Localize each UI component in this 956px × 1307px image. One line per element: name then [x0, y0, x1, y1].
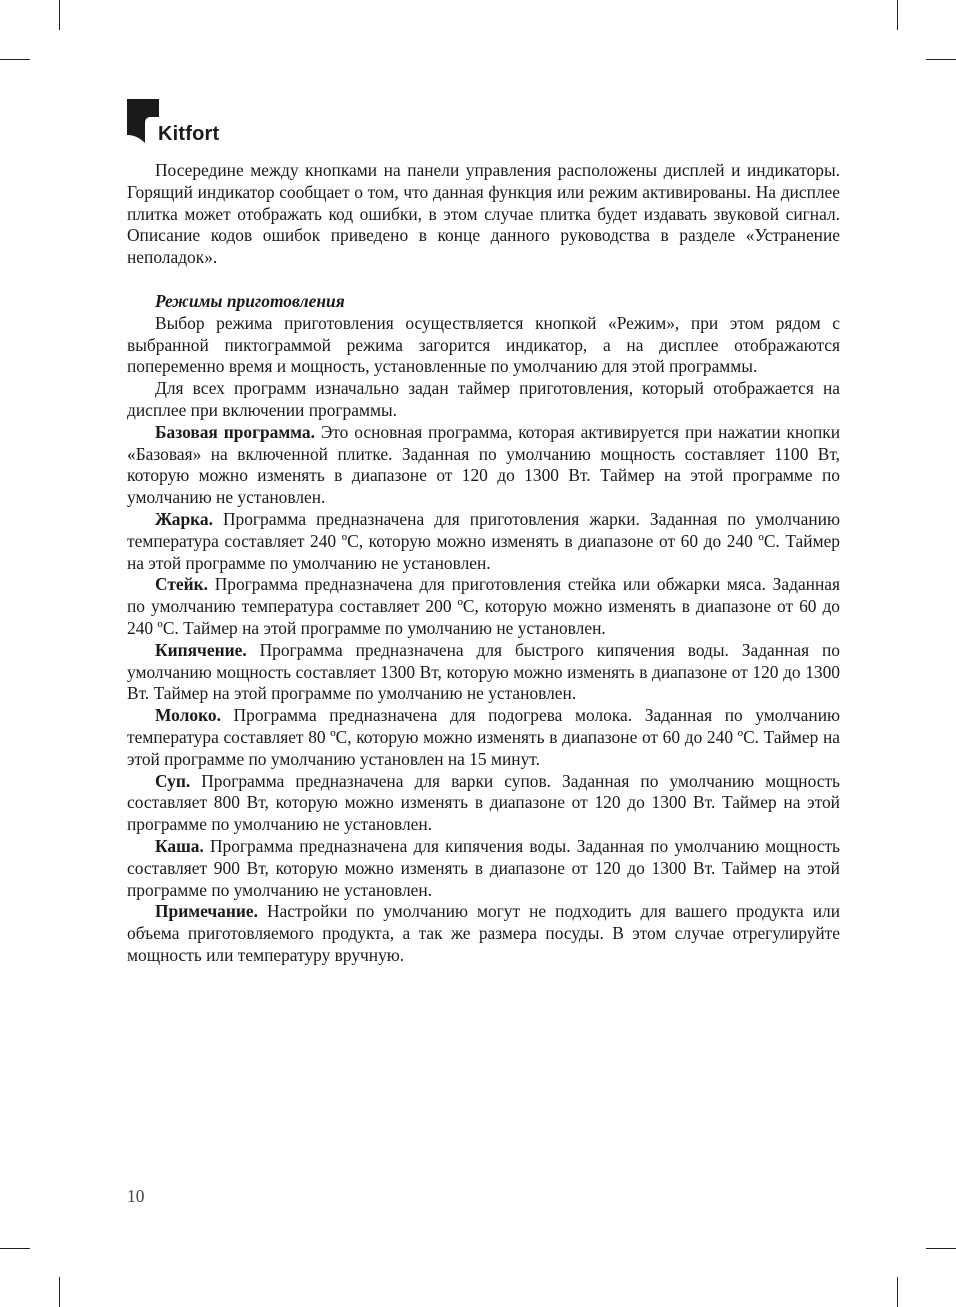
- page-number: 10: [127, 1186, 145, 1206]
- program-name: Молоко.: [155, 705, 221, 726]
- brand-logo: [127, 99, 257, 151]
- crop-mark: [897, 1277, 898, 1307]
- program-name: Жарка.: [155, 508, 213, 529]
- program-paragraph-basic: [127, 422, 840, 509]
- note-text: Настройки по умолчанию могут не подходить для вашего продукта или объема приготовляемого продукта, а так же размера посуды. В этом случае отрегулируйте мощность или температуру вручную.: [127, 901, 840, 965]
- note-paragraph: [127, 901, 840, 966]
- crop-mark: [926, 59, 956, 60]
- crop-mark: [897, 0, 898, 30]
- paragraph: Выбор режима приготовления осуществляется кнопкой «Режим», при этом рядом с выбранной пиктограммой режима загорится индикатор, а на дисплее отображаются попеременно время и мощность, установленные по умолчанию для этой программы.: [127, 312, 840, 377]
- crop-mark: [59, 1277, 60, 1307]
- program-text: Программа предназначена для кипячения воды. Заданная по умолчанию мощность составляет 900 Вт, которую можно изменять в диапазоне от 120 до 1300 Вт. Таймер на этой программе по умолчанию не установлен.: [127, 835, 840, 900]
- program-name: Кипячение.: [155, 639, 247, 660]
- program-paragraph-milk: [127, 705, 840, 770]
- crop-mark: [0, 59, 30, 60]
- program-text: Программа предназначена для приготовления жарки. Заданная по умолчанию температура составляет 240 ºС, которую можно изменять в диапазоне от 60 до 240 ºС. Таймер на этой программе по умолчанию не установлен.: [127, 508, 840, 573]
- program-name: Базовая программа.: [155, 421, 315, 442]
- program-paragraph-porridge: [127, 836, 840, 901]
- program-text: Программа предназначена для подогрева молока. Заданная по умолчанию температура составляет 80 ºС, которую можно изменять в диапазоне от 60 до 240 ºС. Таймер на этой программе по умолчанию установлен на 15 минут.: [127, 705, 840, 769]
- program-text: Программа предназначена для приготовления стейка или обжарки мяса. Заданная по умолчанию температура составляет 200 ºС, которую можно изменять в диапазоне от 60 до 240 ºС. Таймер на этой программе по умолчанию не установлен.: [127, 574, 840, 638]
- program-paragraph-boil: [127, 640, 840, 705]
- paragraph: Для всех программ изначально задан таймер приготовления, который отображается на дисплее при включении программы.: [127, 378, 840, 420]
- program-name: Стейк.: [155, 574, 208, 595]
- section-heading: Режимы приготовления: [155, 290, 345, 311]
- document-body: [127, 160, 840, 967]
- program-paragraph-soup: [127, 771, 840, 836]
- brand-name: Kitfort: [158, 123, 220, 145]
- intro-paragraph: Посередине между кнопками на панели управления расположены дисплей и индикаторы. Горящий индикатор сообщает о том, что данная функция или режим активированы. На дисплее плитка может отображать код ошибки, в этом случае плитка будет издавать звуковой сигнал. Описание кодов ошибок приведено в конце данного руководства в разделе «Устранение неполадок».: [127, 160, 840, 268]
- program-paragraph-fry: [127, 509, 840, 574]
- crop-mark: [0, 1248, 30, 1249]
- program-name: Каша.: [155, 835, 204, 856]
- program-paragraph-steak: [127, 574, 840, 639]
- kitfort-logo-icon: [127, 99, 159, 145]
- program-name: Суп.: [155, 770, 191, 791]
- program-text: Это основная программа, которая активируется при нажатии кнопки «Базовая» на включенной плитке. Заданная по умолчанию мощность составляет 1100 Вт, которую можно изменять в диапазоне от 120 до 1300 Вт. Таймер на этой программе по умолчанию не установлен.: [127, 421, 841, 508]
- crop-mark: [926, 1248, 956, 1249]
- program-text: Программа предназначена для быстрого кипячения воды. Заданная по умолчанию мощность составляет 1300 Вт, которую можно изменять в диапазоне от 120 до 1300 Вт. Таймер на этой программе по умолчанию не установлен.: [127, 639, 840, 704]
- note-label: Примечание.: [155, 901, 258, 922]
- crop-mark: [59, 0, 60, 30]
- program-text: Программа предназначена для варки супов. Заданная по умолчанию мощность составляет 800 Вт, которую можно изменять в диапазоне от 120 до 1300 Вт. Таймер на этой программе по умолчанию не установлен.: [127, 770, 840, 835]
